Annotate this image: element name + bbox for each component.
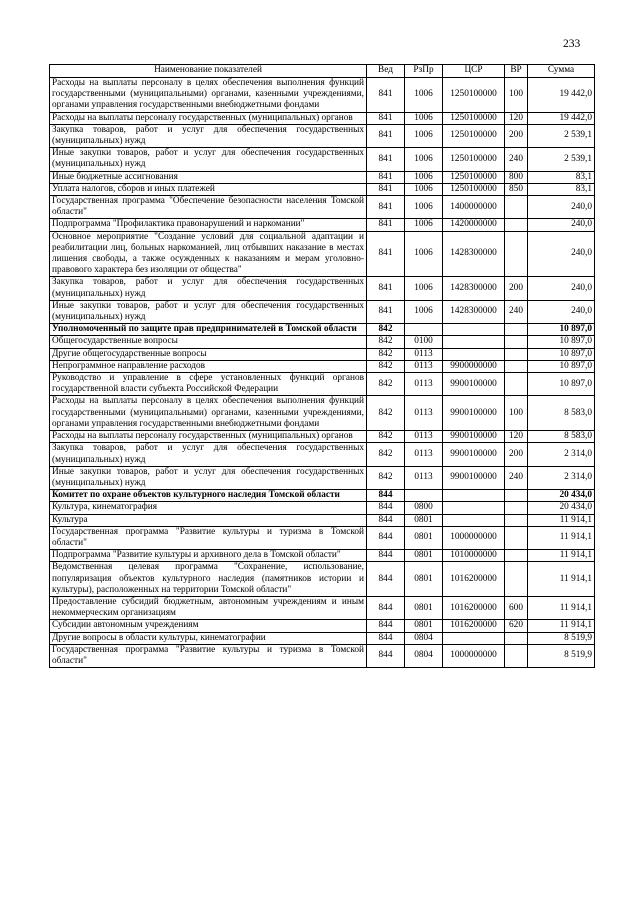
table-row <box>50 490 595 502</box>
row-ved-cell: 841 <box>367 124 405 147</box>
row-sum-cell: 2 539,1 <box>528 124 595 147</box>
row-ved-cell: 841 <box>367 277 405 300</box>
row-ved-cell: 842 <box>367 431 405 443</box>
table-row <box>50 124 595 147</box>
row-name-cell: Предоставление субсидий бюджетным, автономным учреждениям и иным некоммерческим организациям <box>50 596 367 619</box>
row-vr-cell: 200 <box>505 443 528 466</box>
table-row <box>50 112 595 124</box>
row-name-cell: Культура <box>50 514 367 526</box>
row-name-cell: Государственная программа "Развитие культуры и туризма в Томской области" <box>50 644 367 667</box>
row-vr-cell <box>505 502 528 514</box>
header-sum: Сумма <box>528 65 595 78</box>
row-name-cell: Иные бюджетные ассигнования <box>50 171 367 183</box>
row-name-cell: Субсидии автономным учреждениям <box>50 620 367 632</box>
row-sum-cell: 240,0 <box>528 300 595 323</box>
row-csr-cell: 1250100000 <box>443 148 505 171</box>
row-csr-cell: 1428300000 <box>443 300 505 323</box>
row-csr-cell <box>443 502 505 514</box>
row-ved-cell: 841 <box>367 183 405 195</box>
row-csr-cell: 9900000000 <box>443 360 505 372</box>
row-ved-cell: 844 <box>367 490 405 502</box>
row-rzpr-cell: 0113 <box>405 431 443 443</box>
row-rzpr-cell: 1006 <box>405 78 443 113</box>
header-ved: Вед <box>367 65 405 78</box>
row-rzpr-cell: 1006 <box>405 171 443 183</box>
row-ved-cell: 844 <box>367 526 405 549</box>
table-row <box>50 277 595 300</box>
row-vr-cell: 240 <box>505 466 528 489</box>
row-ved-cell: 842 <box>367 360 405 372</box>
row-csr-cell: 9900100000 <box>443 431 505 443</box>
row-sum-cell: 20 434,0 <box>528 490 595 502</box>
row-rzpr-cell: 0113 <box>405 348 443 360</box>
table-row <box>50 171 595 183</box>
row-csr-cell: 9900100000 <box>443 396 505 431</box>
row-csr-cell: 1420000000 <box>443 219 505 231</box>
row-vr-cell <box>505 373 528 396</box>
row-sum-cell: 10 897,0 <box>528 373 595 396</box>
page-number: 233 <box>563 38 581 50</box>
row-rzpr-cell: 1006 <box>405 219 443 231</box>
row-vr-cell <box>505 514 528 526</box>
row-csr-cell: 1250100000 <box>443 112 505 124</box>
row-csr-cell <box>443 632 505 644</box>
table-row <box>50 526 595 549</box>
row-ved-cell: 844 <box>367 550 405 562</box>
row-ved-cell: 844 <box>367 514 405 526</box>
row-ved-cell: 842 <box>367 396 405 431</box>
row-vr-cell: 120 <box>505 112 528 124</box>
row-rzpr-cell: 1006 <box>405 300 443 323</box>
row-ved-cell: 841 <box>367 78 405 113</box>
row-vr-cell: 850 <box>505 183 528 195</box>
row-vr-cell: 120 <box>505 431 528 443</box>
row-name-cell: Государственная программа "Развитие культуры и туризма в Томской области" <box>50 526 367 549</box>
row-csr-cell: 1010000000 <box>443 550 505 562</box>
row-vr-cell: 100 <box>505 78 528 113</box>
row-rzpr-cell: 0113 <box>405 443 443 466</box>
table-row <box>50 431 595 443</box>
header-vr: ВР <box>505 65 528 78</box>
row-vr-cell: 600 <box>505 596 528 619</box>
row-name-cell: Расходы на выплаты персоналу государственных (муниципальных) органов <box>50 431 367 443</box>
row-name-cell: Уполномоченный по защите прав предпринимателей в Томской области <box>50 324 367 336</box>
row-rzpr-cell: 0113 <box>405 466 443 489</box>
row-vr-cell <box>505 348 528 360</box>
row-csr-cell: 1250100000 <box>443 124 505 147</box>
row-name-cell: Закупка товаров, работ и услуг для обеспечения государственных (муниципальных) нужд <box>50 124 367 147</box>
row-name-cell: Государственная программа "Обеспечение безопасности населения Томской области" <box>50 196 367 219</box>
table-row <box>50 219 595 231</box>
row-name-cell: Другие общегосударственные вопросы <box>50 348 367 360</box>
row-name-cell: Ведомственная целевая программа "Сохранение, использование, популяризация объектов культурного наследия (памятников истории и культуры), расположенных на территории Томской области" <box>50 562 367 597</box>
row-rzpr-cell: 0113 <box>405 373 443 396</box>
row-ved-cell: 844 <box>367 562 405 597</box>
row-sum-cell: 83,1 <box>528 183 595 195</box>
row-csr-cell <box>443 348 505 360</box>
row-ved-cell: 841 <box>367 148 405 171</box>
row-ved-cell: 844 <box>367 502 405 514</box>
row-ved-cell: 841 <box>367 300 405 323</box>
table-row <box>50 466 595 489</box>
row-ved-cell: 844 <box>367 632 405 644</box>
row-ved-cell: 841 <box>367 231 405 277</box>
row-rzpr-cell <box>405 324 443 336</box>
row-sum-cell: 10 897,0 <box>528 348 595 360</box>
row-vr-cell: 200 <box>505 277 528 300</box>
row-sum-cell: 20 434,0 <box>528 502 595 514</box>
row-name-cell: Руководство и управление в сфере установленных функций органов государственной власти субъекта Российской Федерации <box>50 373 367 396</box>
row-csr-cell <box>443 336 505 348</box>
row-sum-cell: 19 442,0 <box>528 112 595 124</box>
row-name-cell: Закупка товаров, работ и услуг для обеспечения государственных (муниципальных) нужд <box>50 443 367 466</box>
row-rzpr-cell: 0100 <box>405 336 443 348</box>
row-sum-cell: 2 314,0 <box>528 443 595 466</box>
row-vr-cell <box>505 632 528 644</box>
row-sum-cell: 8 583,0 <box>528 431 595 443</box>
table-row <box>50 443 595 466</box>
row-rzpr-cell <box>405 490 443 502</box>
row-csr-cell: 1400000000 <box>443 196 505 219</box>
row-vr-cell <box>505 196 528 219</box>
row-sum-cell: 2 539,1 <box>528 148 595 171</box>
row-vr-cell: 240 <box>505 300 528 323</box>
row-rzpr-cell: 1006 <box>405 277 443 300</box>
row-sum-cell: 8 583,0 <box>528 396 595 431</box>
row-sum-cell: 11 914,1 <box>528 550 595 562</box>
row-csr-cell: 1000000000 <box>443 526 505 549</box>
row-ved-cell: 844 <box>367 620 405 632</box>
row-csr-cell: 9900100000 <box>443 373 505 396</box>
row-csr-cell <box>443 324 505 336</box>
row-ved-cell: 844 <box>367 644 405 667</box>
row-sum-cell: 11 914,1 <box>528 562 595 597</box>
row-csr-cell <box>443 490 505 502</box>
row-name-cell: Основное мероприятие "Создание условий для социальной адаптации и реабилитации лиц, больных наркоманией, лиц отбывших наказание в местах лишения свободы, а также осужденных к наказаниям и мерам уголовно-правового характера без изоляции от общества" <box>50 231 367 277</box>
row-vr-cell <box>505 219 528 231</box>
row-csr-cell: 1250100000 <box>443 78 505 113</box>
row-csr-cell: 1000000000 <box>443 644 505 667</box>
row-rzpr-cell: 0800 <box>405 502 443 514</box>
row-vr-cell <box>505 550 528 562</box>
row-sum-cell: 8 519,9 <box>528 632 595 644</box>
row-name-cell: Другие вопросы в области культуры, кинематографии <box>50 632 367 644</box>
table-row <box>50 502 595 514</box>
row-ved-cell: 842 <box>367 348 405 360</box>
row-ved-cell: 841 <box>367 112 405 124</box>
row-vr-cell: 620 <box>505 620 528 632</box>
row-name-cell: Расходы на выплаты персоналу в целях обеспечения выполнения функций государственными (муниципальными) органами, казенными учреждениями, органами управления государственными внебюджетными фондами <box>50 78 367 113</box>
table-row <box>50 632 595 644</box>
table-row <box>50 360 595 372</box>
table-row <box>50 562 595 597</box>
header-csr: ЦСР <box>443 65 505 78</box>
row-ved-cell: 841 <box>367 219 405 231</box>
row-vr-cell: 100 <box>505 396 528 431</box>
table-row <box>50 183 595 195</box>
table-row <box>50 196 595 219</box>
row-name-cell: Культура, кинематография <box>50 502 367 514</box>
row-name-cell: Уплата налогов, сборов и иных платежей <box>50 183 367 195</box>
budget-table <box>49 64 595 668</box>
row-csr-cell: 9900100000 <box>443 466 505 489</box>
row-rzpr-cell: 0801 <box>405 596 443 619</box>
row-name-cell: Иные закупки товаров, работ и услуг для обеспечения государственных (муниципальных) нужд <box>50 148 367 171</box>
row-sum-cell: 10 897,0 <box>528 324 595 336</box>
row-rzpr-cell: 0801 <box>405 620 443 632</box>
header-rzpr: РзПр <box>405 65 443 78</box>
row-csr-cell: 1428300000 <box>443 231 505 277</box>
row-name-cell: Общегосударственные вопросы <box>50 336 367 348</box>
row-ved-cell: 842 <box>367 336 405 348</box>
table-row <box>50 300 595 323</box>
table-row <box>50 78 595 113</box>
row-vr-cell <box>505 526 528 549</box>
row-sum-cell: 11 914,1 <box>528 526 595 549</box>
row-csr-cell: 1428300000 <box>443 277 505 300</box>
table-row <box>50 620 595 632</box>
row-ved-cell: 842 <box>367 466 405 489</box>
row-rzpr-cell: 1006 <box>405 148 443 171</box>
row-sum-cell: 8 519,9 <box>528 644 595 667</box>
row-rzpr-cell: 1006 <box>405 183 443 195</box>
table-row <box>50 336 595 348</box>
row-rzpr-cell: 0801 <box>405 550 443 562</box>
row-rzpr-cell: 0804 <box>405 632 443 644</box>
row-sum-cell: 2 314,0 <box>528 466 595 489</box>
row-csr-cell: 1250100000 <box>443 171 505 183</box>
table-row <box>50 231 595 277</box>
table-row <box>50 348 595 360</box>
table-row <box>50 373 595 396</box>
table-row <box>50 596 595 619</box>
row-sum-cell: 10 897,0 <box>528 360 595 372</box>
row-csr-cell: 1016200000 <box>443 562 505 597</box>
row-rzpr-cell: 1006 <box>405 124 443 147</box>
row-csr-cell: 9900100000 <box>443 443 505 466</box>
row-csr-cell: 1016200000 <box>443 596 505 619</box>
row-rzpr-cell: 1006 <box>405 231 443 277</box>
table-row <box>50 148 595 171</box>
row-name-cell: Комитет по охране объектов культурного наследия Томской области <box>50 490 367 502</box>
table-row <box>50 396 595 431</box>
row-sum-cell: 11 914,1 <box>528 514 595 526</box>
row-vr-cell <box>505 562 528 597</box>
row-rzpr-cell: 0113 <box>405 360 443 372</box>
row-name-cell: Иные закупки товаров, работ и услуг для обеспечения государственных (муниципальных) нужд <box>50 466 367 489</box>
row-vr-cell: 800 <box>505 171 528 183</box>
row-vr-cell <box>505 336 528 348</box>
row-name-cell: Подпрограмма "Развитие культуры и архивного дела в Томской области" <box>50 550 367 562</box>
row-name-cell: Иные закупки товаров, работ и услуг для обеспечения государственных (муниципальных) нужд <box>50 300 367 323</box>
row-name-cell: Непрограммное направление расходов <box>50 360 367 372</box>
row-name-cell: Расходы на выплаты персоналу в целях обеспечения выполнения функций государственными (муниципальными) органами, казенными учреждениями, органами управления государственными внебюджетными фондами <box>50 396 367 431</box>
row-ved-cell: 841 <box>367 196 405 219</box>
row-rzpr-cell: 1006 <box>405 196 443 219</box>
table-row <box>50 514 595 526</box>
row-csr-cell: 1250100000 <box>443 183 505 195</box>
row-ved-cell: 842 <box>367 373 405 396</box>
row-vr-cell <box>505 490 528 502</box>
table-header-row <box>50 65 595 78</box>
row-sum-cell: 83,1 <box>528 171 595 183</box>
row-ved-cell: 841 <box>367 171 405 183</box>
row-rzpr-cell: 0801 <box>405 526 443 549</box>
row-vr-cell <box>505 231 528 277</box>
table-row <box>50 644 595 667</box>
row-vr-cell: 240 <box>505 148 528 171</box>
row-rzpr-cell: 0804 <box>405 644 443 667</box>
row-sum-cell: 240,0 <box>528 219 595 231</box>
row-vr-cell: 200 <box>505 124 528 147</box>
header-name: Наименование показателей <box>50 65 367 78</box>
row-sum-cell: 240,0 <box>528 231 595 277</box>
row-name-cell: Расходы на выплаты персоналу государственных (муниципальных) органов <box>50 112 367 124</box>
row-csr-cell <box>443 514 505 526</box>
row-sum-cell: 240,0 <box>528 277 595 300</box>
row-name-cell: Подпрограмма "Профилактика правонарушений и наркомании" <box>50 219 367 231</box>
row-rzpr-cell: 0113 <box>405 396 443 431</box>
row-rzpr-cell: 0801 <box>405 514 443 526</box>
row-ved-cell: 842 <box>367 324 405 336</box>
row-ved-cell: 842 <box>367 443 405 466</box>
row-sum-cell: 10 897,0 <box>528 336 595 348</box>
table-row <box>50 324 595 336</box>
row-sum-cell: 240,0 <box>528 196 595 219</box>
row-sum-cell: 11 914,1 <box>528 596 595 619</box>
row-rzpr-cell: 0801 <box>405 562 443 597</box>
row-sum-cell: 19 442,0 <box>528 78 595 113</box>
row-rzpr-cell: 1006 <box>405 112 443 124</box>
row-ved-cell: 844 <box>367 596 405 619</box>
row-csr-cell: 1016200000 <box>443 620 505 632</box>
row-vr-cell <box>505 644 528 667</box>
row-name-cell: Закупка товаров, работ и услуг для обеспечения государственных (муниципальных) нужд <box>50 277 367 300</box>
row-vr-cell <box>505 324 528 336</box>
row-vr-cell <box>505 360 528 372</box>
row-sum-cell: 11 914,1 <box>528 620 595 632</box>
table-row <box>50 550 595 562</box>
